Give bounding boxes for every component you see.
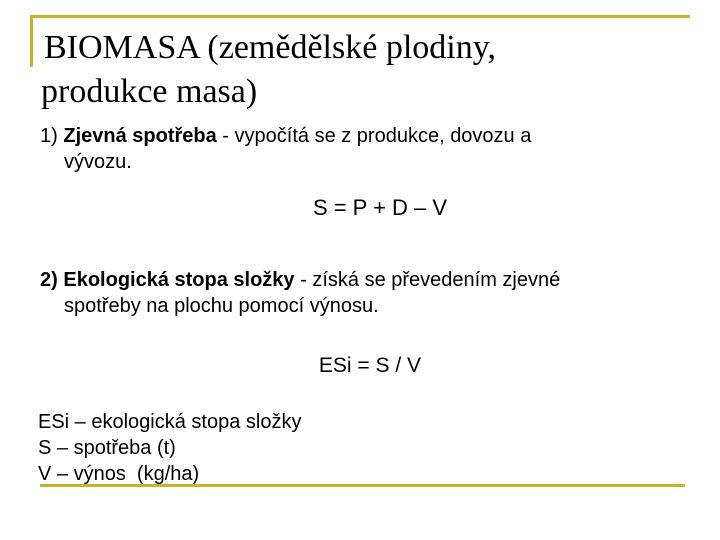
slide-title-line-1: BIOMASA (zemědělské plodiny,	[44, 29, 497, 66]
frame-left-line	[30, 15, 33, 67]
item-2-paragraph	[40, 267, 680, 319]
item-1-number: 1)	[40, 125, 58, 147]
item-2-number: 2)	[40, 269, 58, 291]
legend-item: ESi – ekologická stopa složky	[38, 411, 302, 433]
formula-footprint	[10, 352, 720, 380]
item-1-text-line-1: - vypočítá se z produkce, dovozu a	[216, 125, 532, 147]
legend-item: V – výnos (kg/ha)	[38, 463, 200, 485]
item-2-term: Ekologická stopa složky	[63, 269, 295, 291]
item-1-text-line-2: vývozu.	[64, 151, 132, 173]
item-1-term: Zjevná spotřeba	[63, 125, 217, 147]
slide-title	[41, 26, 684, 114]
item-2-text-line-1: - získá se převedením zjevné	[294, 269, 561, 291]
item-2-text-line-2: spotřeby na plochu pomocí výnosu.	[64, 295, 379, 317]
slide-title-line-2: produkce masa)	[41, 73, 258, 110]
frame-top-line	[30, 15, 690, 18]
legend-item: S – spotřeba (t)	[38, 437, 176, 459]
formula-consumption: S = P + D – V	[312, 195, 448, 220]
legend	[38, 409, 301, 487]
formula-footprint-text: ESi = S / V	[318, 354, 422, 377]
item-1-paragraph	[40, 123, 680, 175]
